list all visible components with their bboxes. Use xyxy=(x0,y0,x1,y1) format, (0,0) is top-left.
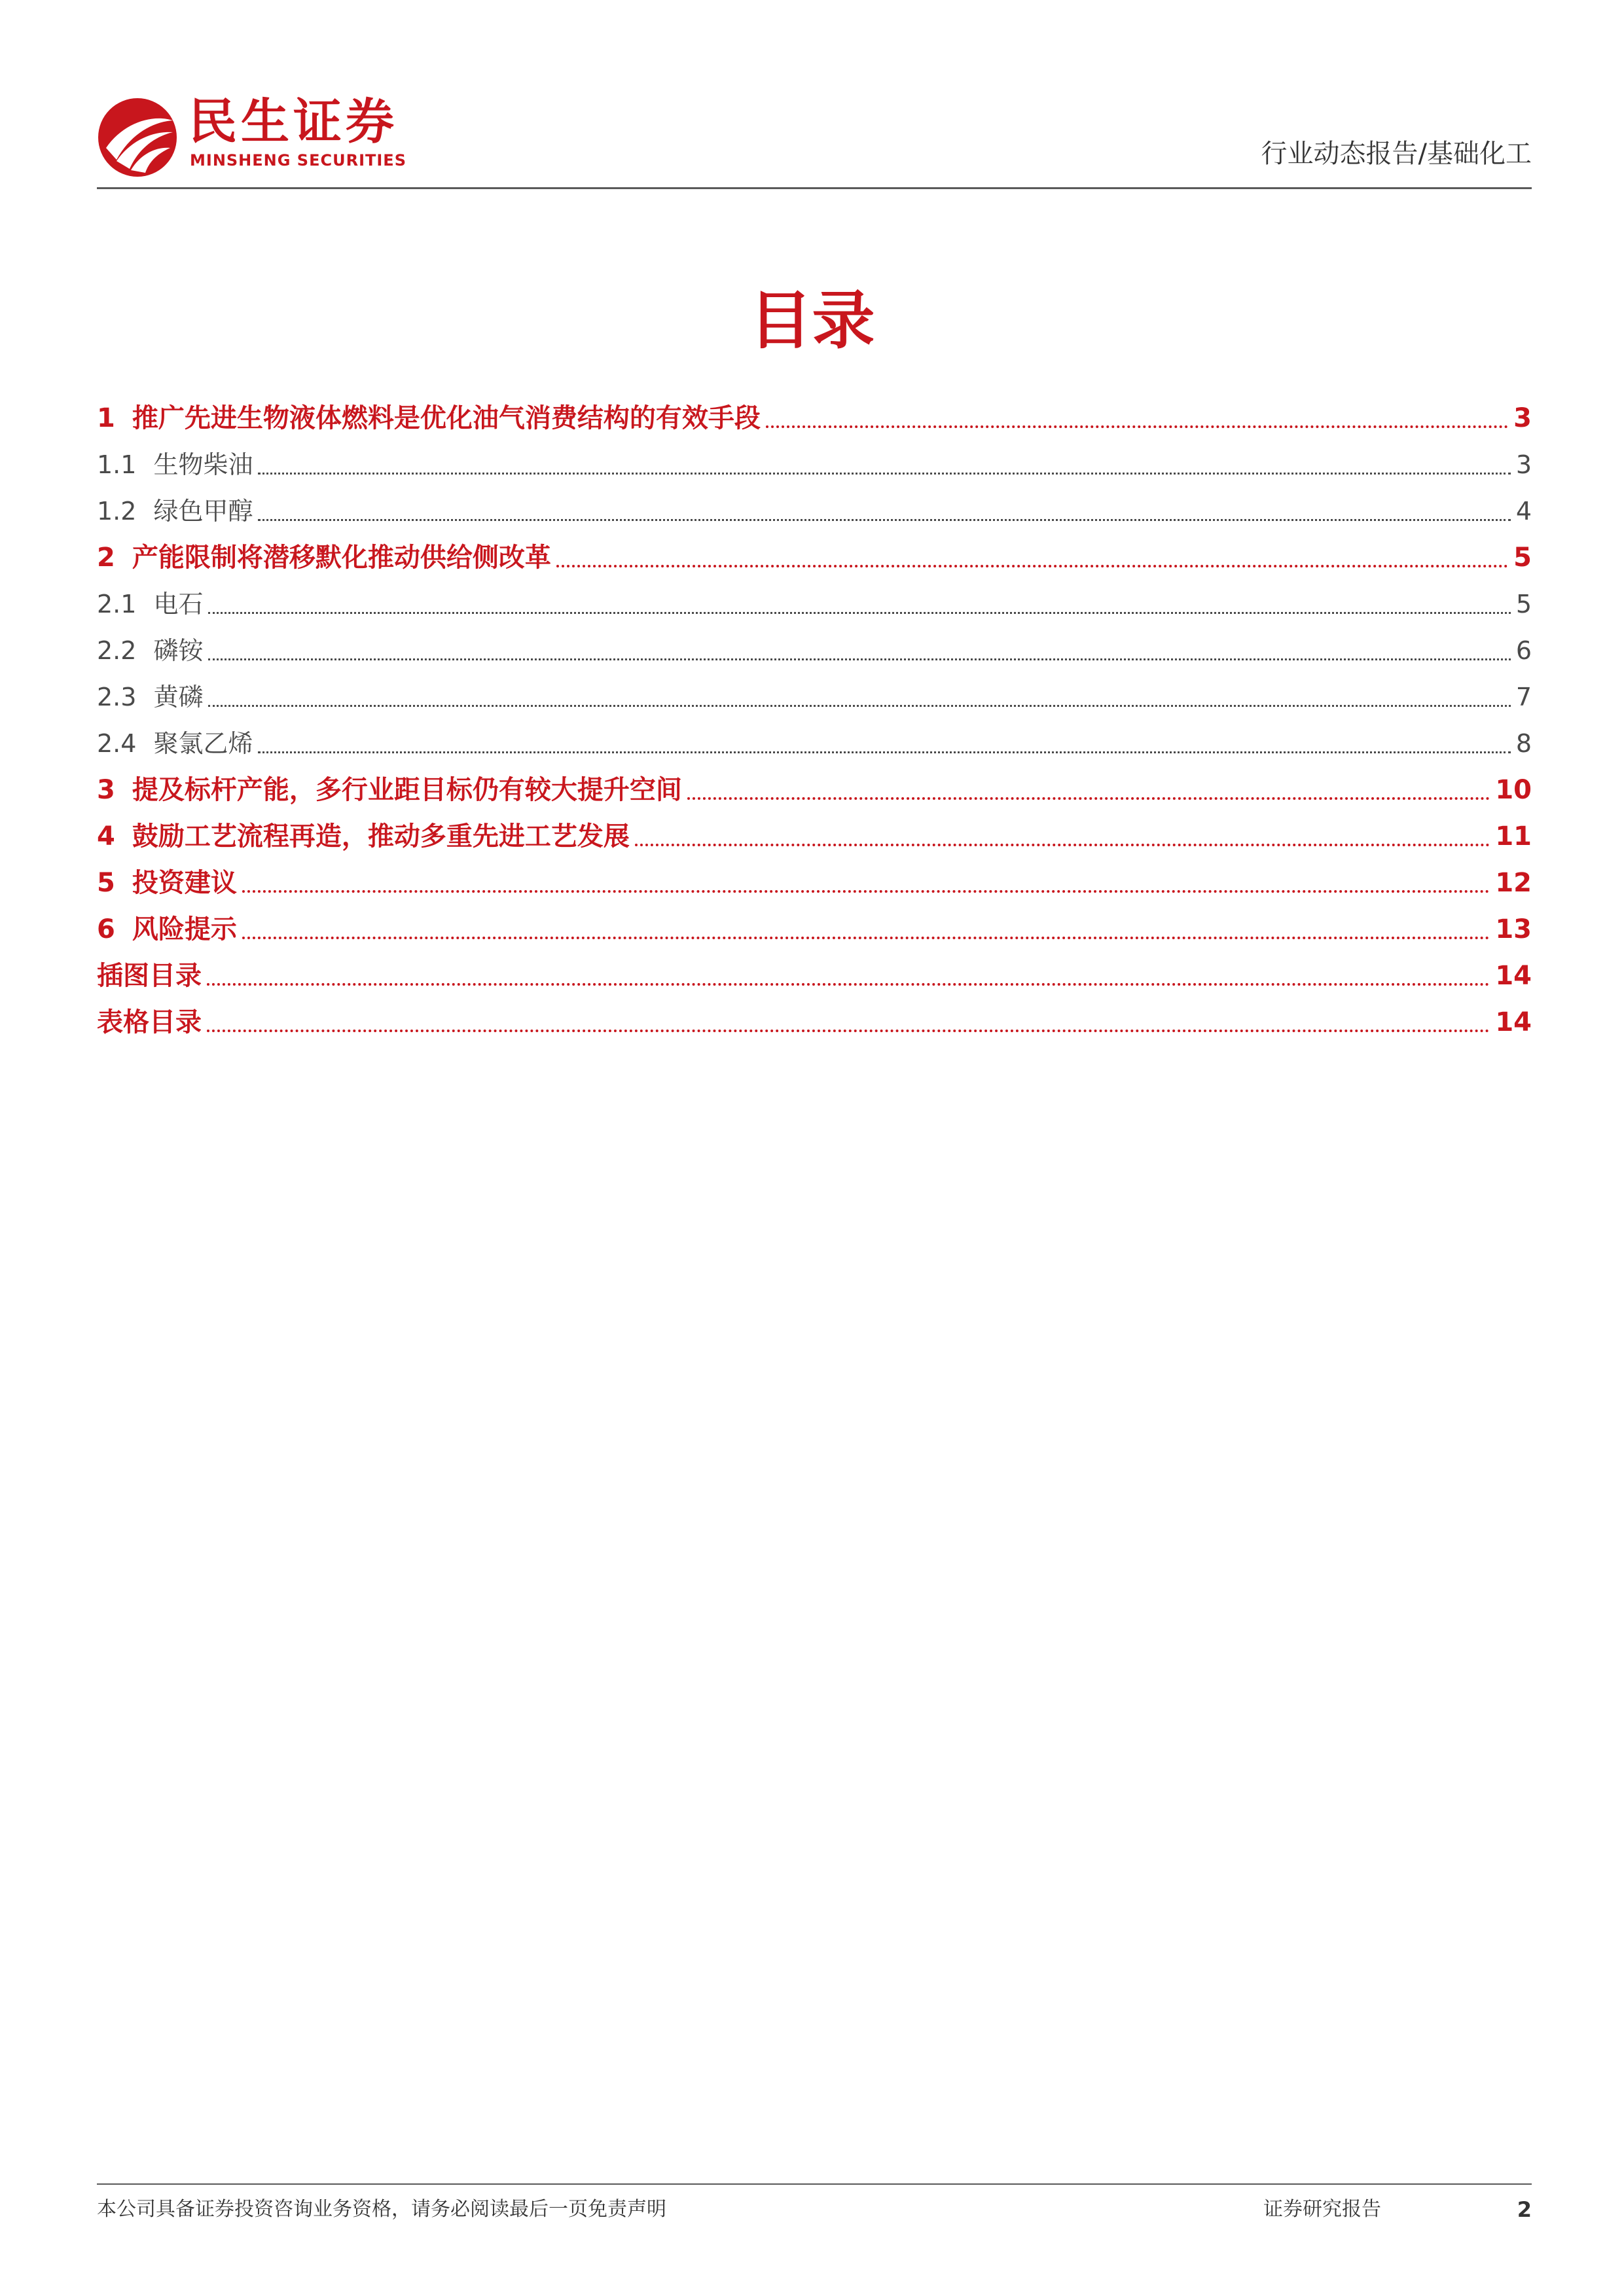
toc-entry-page: 13 xyxy=(1495,914,1532,944)
toc-entry[interactable] xyxy=(97,483,1532,529)
toc-entry[interactable] xyxy=(97,762,1532,808)
toc-dot-leader xyxy=(208,658,1510,660)
toc-entry-title: 插图目录 xyxy=(97,961,202,991)
toc-entry[interactable] xyxy=(97,390,1532,437)
toc-entry-page: 5 xyxy=(1515,590,1532,619)
logo-english-name: MINSHENG SECURITIES xyxy=(190,151,406,170)
toc-entry-number: 6 xyxy=(97,914,115,944)
toc-entry-number: 2 xyxy=(97,543,115,573)
toc-entry-page: 14 xyxy=(1495,961,1532,991)
toc-entry[interactable] xyxy=(97,808,1532,855)
toc-entry-page: 10 xyxy=(1495,775,1532,805)
toc-entry-number: 4 xyxy=(97,821,115,852)
toc-entry[interactable] xyxy=(97,669,1532,715)
toc-entry-number: 3 xyxy=(97,775,115,805)
toc-dot-leader xyxy=(208,612,1510,614)
toc-entry-page: 11 xyxy=(1495,821,1532,852)
toc-entry-title: 生物柴油 xyxy=(153,450,253,479)
toc-entry-title: 电石 xyxy=(153,590,204,619)
toc-entry-number: 2.1 xyxy=(97,590,137,619)
toc-entry-title: 黄磷 xyxy=(153,683,204,711)
page-number: 2 xyxy=(1517,2197,1532,2222)
toc-entry[interactable] xyxy=(97,994,1532,1041)
toc-entry-number: 2.3 xyxy=(97,683,137,711)
company-logo xyxy=(97,92,490,177)
toc-dot-leader xyxy=(635,844,1490,846)
toc-entry-title: 风险提示 xyxy=(132,914,237,944)
toc-entry-number: 1.1 xyxy=(97,450,137,479)
toc-entry-title: 推广先进生物液体燃料是优化油气消费结构的有效手段 xyxy=(132,403,761,433)
toc-entry-title: 表格目录 xyxy=(97,1007,202,1037)
toc-entry[interactable] xyxy=(97,855,1532,901)
toc-dot-leader xyxy=(687,797,1490,800)
toc-dot-leader xyxy=(556,565,1508,567)
toc-entry-page: 6 xyxy=(1515,636,1532,665)
toc-entry[interactable] xyxy=(97,437,1532,483)
page-header xyxy=(97,92,1532,187)
logo-chinese-name: 民生证券 xyxy=(189,94,398,150)
toc-entry-title: 聚氯乙烯 xyxy=(153,729,253,758)
toc-dot-leader xyxy=(766,425,1508,428)
toc-entry[interactable] xyxy=(97,622,1532,669)
toc-entry-title: 磷铵 xyxy=(153,636,204,665)
toc-entry-page: 7 xyxy=(1515,683,1532,711)
toc-entry[interactable] xyxy=(97,715,1532,762)
toc-dot-leader xyxy=(207,983,1490,986)
toc-entry-title: 鼓励工艺流程再造，推动多重先进工艺发展 xyxy=(132,821,630,852)
toc-entry[interactable] xyxy=(97,529,1532,576)
toc-entry-title: 投资建议 xyxy=(132,868,237,898)
toc-dot-leader xyxy=(258,473,1510,475)
minsheng-swoosh-logo-icon xyxy=(97,97,178,178)
toc-entry-page: 5 xyxy=(1513,543,1532,573)
header-divider xyxy=(97,187,1532,189)
toc-dot-leader xyxy=(242,937,1490,939)
footer-divider xyxy=(97,2183,1532,2185)
table-of-contents xyxy=(97,390,1532,1041)
toc-entry-number: 2.2 xyxy=(97,636,137,665)
toc-entry-page: 8 xyxy=(1515,729,1532,758)
footer-report-label: 证券研究报告 xyxy=(1263,2198,1381,2221)
toc-dot-leader xyxy=(242,890,1490,893)
toc-dot-leader xyxy=(208,705,1510,707)
report-type-label: 行业动态报告/基础化工 xyxy=(1261,139,1532,169)
toc-entry-number: 5 xyxy=(97,868,115,898)
toc-entry[interactable] xyxy=(97,901,1532,948)
toc-entry-page: 14 xyxy=(1495,1007,1532,1037)
toc-entry-page: 3 xyxy=(1515,450,1532,479)
toc-entry-title: 产能限制将潜移默化推动供给侧改革 xyxy=(132,543,551,573)
toc-entry-page: 4 xyxy=(1515,497,1532,526)
toc-entry-title: 提及标杆产能，多行业距目标仍有较大提升空间 xyxy=(132,775,682,805)
toc-dot-leader xyxy=(207,1030,1490,1032)
toc-dot-leader xyxy=(258,519,1510,521)
toc-entry-number: 1.2 xyxy=(97,497,137,526)
toc-entry-number: 2.4 xyxy=(97,729,137,758)
toc-entry-page: 3 xyxy=(1513,403,1532,433)
toc-entry-title: 绿色甲醇 xyxy=(153,497,253,526)
toc-entry-page: 12 xyxy=(1495,868,1532,898)
toc-entry-number: 1 xyxy=(97,403,115,433)
toc-title: 目录 xyxy=(749,284,875,357)
toc-entry[interactable] xyxy=(97,948,1532,994)
footer-disclaimer: 本公司具备证券投资咨询业务资格，请务必阅读最后一页免责声明 xyxy=(97,2198,666,2221)
toc-dot-leader xyxy=(258,751,1510,753)
toc-entry[interactable] xyxy=(97,576,1532,622)
